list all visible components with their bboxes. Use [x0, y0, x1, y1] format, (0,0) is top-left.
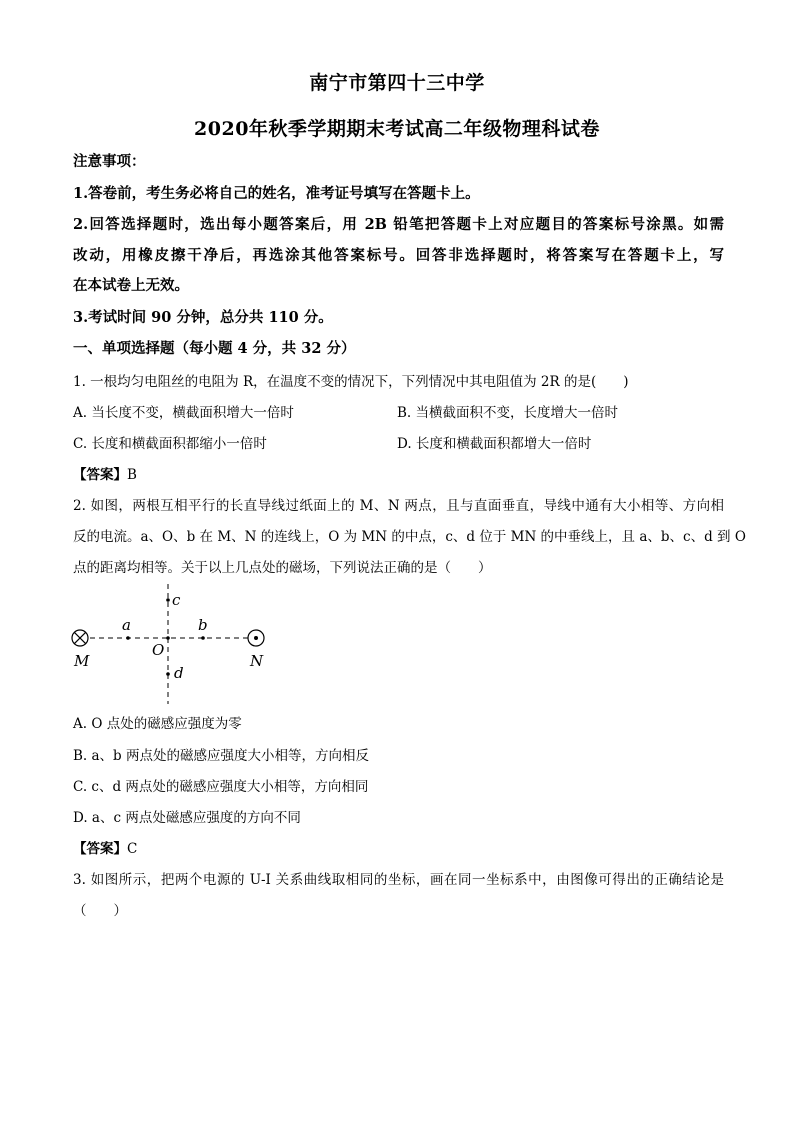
- q2-stem-line-3: 点的距离均相等。关于以上几点处的磁场，下列说法正确的是（ ）: [73, 560, 492, 576]
- q2-stem-line-2: 反的电流。a、O、b 在 M、N 的连线上，O 为 MN 的中点，c、d 位于 MN 的中垂线上，且 a、b、c、d 到 O: [73, 529, 746, 545]
- notice-item-3: 3.考试时间 90 分钟，总分共 110 分。: [73, 309, 333, 326]
- exam-title: 2020年秋季学期期末考试高二年级物理科试卷: [194, 118, 600, 140]
- label-b: b: [198, 616, 208, 634]
- label-d: d: [174, 664, 184, 682]
- label-n: N: [250, 652, 264, 670]
- notice-item-1: 1.答卷前，考生务必将自己的姓名，准考证号填写在答题卡上。: [73, 185, 480, 202]
- answer-tag: 【答案】: [73, 467, 127, 483]
- label-c: c: [172, 591, 181, 609]
- answer-value: B: [127, 467, 137, 483]
- q1-option-b: B. 当横截面积不变，长度增大一倍时: [397, 405, 619, 421]
- q3-stem-line-2: （ ）: [73, 903, 127, 919]
- notice-item-2-line-3: 在本试卷上无效。: [73, 277, 189, 294]
- point-d: [166, 672, 170, 676]
- notice-item-2-line-2: 改动，用橡皮擦干净后，再选涂其他答案标号。回答非选择题时，将答案写在答题卡上，写: [73, 247, 724, 264]
- point-a: [126, 636, 130, 640]
- point-c: [166, 598, 170, 602]
- q2-option-c: C. c、d 两点处的磁感应强度大小相等，方向相同: [73, 779, 369, 795]
- notice-item-2-line-1: 2.回答选择题时，选出每小题答案后，用 2B 铅笔把答题卡上对应题目的答案标号涂黑。如需: [73, 216, 724, 233]
- q2-option-b: B. a、b 两点处的磁感应强度大小相等，方向相反: [73, 748, 369, 764]
- q2-option-d: D. a、c 两点处磁感应强度的方向不同: [73, 810, 301, 826]
- q1-option-a: A. 当长度不变，横截面积增大一倍时: [73, 405, 294, 421]
- answer-value: C: [127, 841, 138, 857]
- label-m: M: [74, 652, 90, 670]
- notice-heading: 注意事项：: [73, 153, 146, 170]
- q1-option-c: C. 长度和横截面积都缩小一倍时: [73, 436, 267, 452]
- q2-figure: [60, 582, 290, 707]
- current-out-of-page-icon: [248, 630, 264, 646]
- school-name: 南宁市第四十三中学: [309, 72, 485, 94]
- q2-stem-line-1: 2. 如图，两根互相平行的长直导线过纸面上的 M、N 两点，且与直面垂直，导线中通有大小相等、方向相: [73, 498, 724, 514]
- q2-answer: [73, 837, 137, 857]
- q1-stem: 1. 一根均匀电阻丝的电阻为 R，在温度不变的情况下，下列情况中其电阻值为 2R 的是( ): [73, 374, 629, 390]
- answer-tag: 【答案】: [73, 841, 127, 857]
- current-into-page-icon: [72, 630, 88, 646]
- q3-stem-line-1: 3. 如图所示，把两个电源的 U-I 关系曲线取相同的坐标，画在同一坐标系中，由图像可得出的正确结论是: [73, 872, 724, 888]
- q2-option-a: A. O 点处的磁感应强度为零: [73, 716, 242, 732]
- label-a: a: [122, 616, 131, 634]
- label-o: O: [152, 641, 165, 659]
- point-b: [201, 636, 205, 640]
- point-o: [166, 636, 170, 640]
- q1-answer: [73, 463, 137, 483]
- section-1-heading: 一、单项选择题（每小题 4 分，共 32 分）: [73, 340, 356, 357]
- q1-option-d: D. 长度和横截面积都增大一倍时: [397, 436, 592, 452]
